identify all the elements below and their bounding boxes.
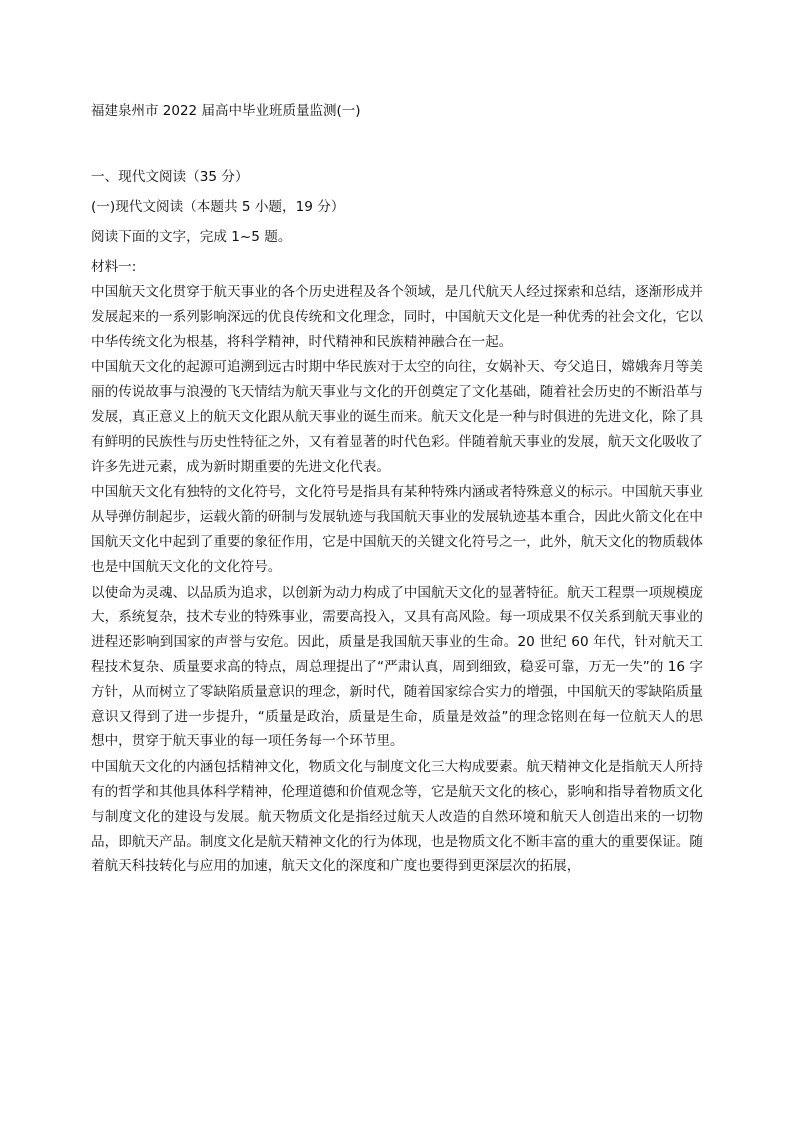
paragraph-5: 中国航天文化的内涵包括精神文化，物质文化与制度文化三大构成要素。航天精神文化是指航天人所持有的哲学和其他具体科学精神，伦理道德和价值观念等，它是航天文化的核心，影响和指导着物质文化与制度文化的建设与发展。航天物质文化是指经过航天人改造的自然环境和航天人创造出来的一切物品，即航天产品。制度文化是航天精神文化的行为体现，也是物质文化不断丰富的重大的重要保证。随着航天科技转化与应用的加速，航天文化的深度和广度也要得到更深层次的拓展， — [91, 759, 703, 875]
document-title: 福建泉州市 2022 届高中毕业班质量监测(一) — [91, 103, 361, 119]
paragraph-1: 中国航天文化贯穿于航天事业的各个历史进程及各个领域，是几代航天人经过探索和总结，逐渐形成并发展起来的一系列影响深远的优良传统和文化理念，同时，中国航天文化是一种优秀的社会文化，它以中华传统文化为根基，将科学精神，时代精神和民族精神融合在一起。 — [91, 284, 703, 350]
section-subheading: (一)现代文阅读（本题共 5 小题，19 分） — [91, 199, 345, 215]
paragraph-3: 中国航天文化有独特的文化符号，文化符号是指具有某种特殊内涵或者特殊意义的标示。中国航天事业从导弹仿制起步，运载火箭的研制与发展轨迹与我国航天事业的发展轨迹基本重合，因此火箭文化在中国航天文化中起到了重要的象征作用，它是中国航天的关键文化符号之一，此外，航天文化的物质载体也是中国航天文化的文化符号。 — [91, 484, 703, 575]
material-label: 材料一: — [91, 259, 137, 275]
paragraph-4: 以使命为灵魂、以品质为追求，以创新为动力构成了中国航天文化的显著特征。航天工程票一项规模庞大，系统复杂，技术专业的特殊事业，需要高投入，又具有高风险。每一项成果不仅关系到航天事业的进程还影响到国家的声誉与安危。因此，质量是我国航天事业的生命。20 世纪 60 年代，针对航天工程技术复杂、质量要求高的特点，周总理提出了“严肃认真，周到细致，稳妥可靠，万无一失”的 16 字方针，从而树立了零缺陷质量意识的理念，新时代，随着国家综合实力的增强，中国航天的零缺陷质量意识又得到了进一步提升，“质量是政治，质量是生命，质量是效益”的理念铭则在每一位航天人的思想中，贯穿于航天事业的每一项任务每一个环节里。 — [91, 584, 703, 750]
section-heading: 一、现代文阅读（35 分） — [91, 169, 249, 185]
document-body — [91, 165, 703, 879]
reading-instruction: 阅读下面的文字，完成 1~5 题。 — [91, 229, 292, 245]
paragraph-2: 中国航天文化的起源可追溯到远古时期中华民族对于太空的向往，女娲补天、夸父追日，嫦娥奔月等美丽的传说故事与浪漫的飞天情结为航天事业与文化的开创奠定了文化基础，随着社会历史的不断沿革与发展，真正意义上的航天文化跟从航天事业的诞生而来。航天文化是一种与时俱进的先进文化，除了具有鲜明的民族性与历史性特征之外，又有着显著的时代色彩。伴随着航天事业的发展，航天文化吸收了许多先进元素，成为新时期重要的先进文化代表。 — [91, 359, 703, 475]
